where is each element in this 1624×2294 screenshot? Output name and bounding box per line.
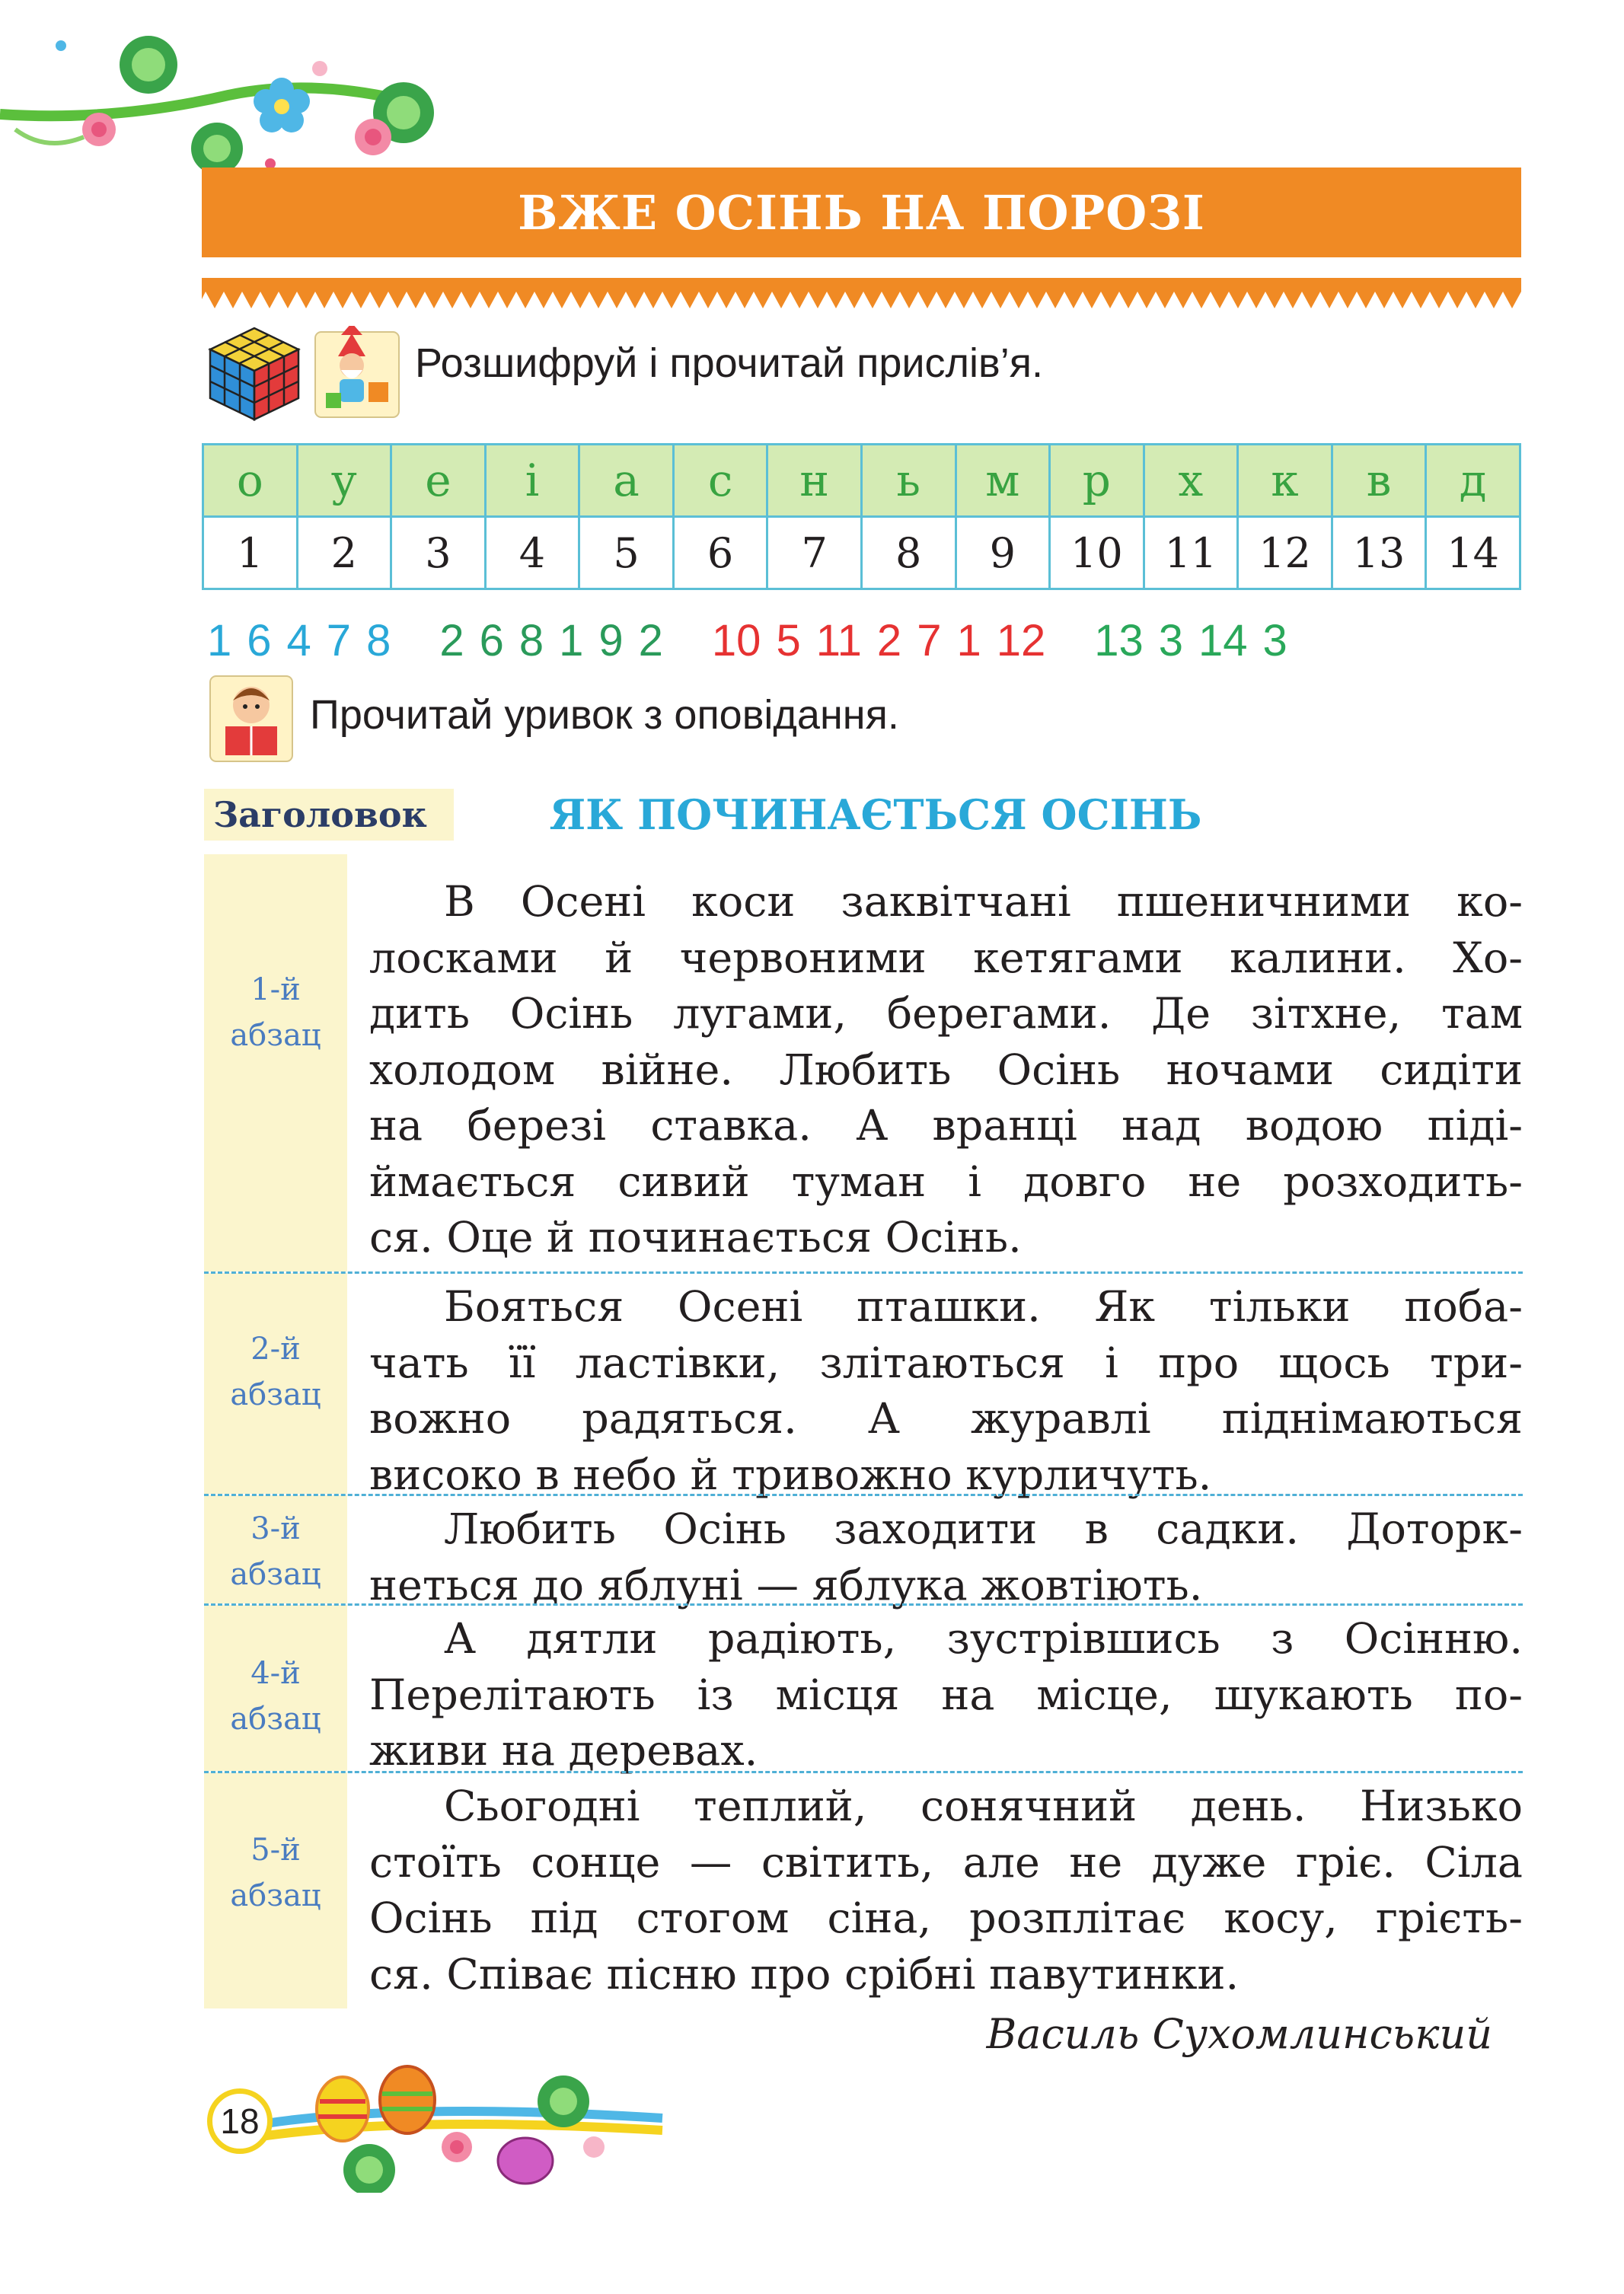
code-number: 2 — [638, 616, 663, 665]
code-number: 1 — [956, 616, 981, 665]
cipher-letter: ь — [861, 445, 956, 517]
text-line: Бояться Осені пташки. Як тільки поба- — [444, 1282, 1523, 1332]
cipher-number: 3 — [391, 517, 486, 589]
code-number: 5 — [776, 616, 801, 665]
code-number: 3 — [1262, 616, 1287, 665]
cipher-letters-row — [203, 445, 1520, 517]
cipher-number: 1 — [203, 517, 298, 589]
code-number: 13 — [1094, 616, 1144, 665]
text-line: чать її ластівки, злітаються і про щось три- — [369, 1338, 1523, 1388]
paragraph-4 — [369, 1611, 1523, 1779]
paragraph-1-side-cell — [204, 854, 347, 1271]
heading-label: Заголовок — [204, 789, 454, 841]
code-number: 10 — [711, 616, 761, 665]
cipher-letter: к — [1238, 445, 1332, 517]
text-line: неться до яблуні — яблука жовтіють. — [369, 1560, 1203, 1610]
cipher-letter: р — [1050, 445, 1144, 517]
cipher-letter: с — [673, 445, 767, 517]
text-line: високо в небо й тривожно курличуть. — [369, 1450, 1212, 1500]
paragraph-3-label — [204, 1506, 347, 1597]
cipher-number: 4 — [485, 517, 579, 589]
text-line: холодом війне. Любить Осінь ночами сидіти — [369, 1045, 1523, 1095]
page-number: 18 — [207, 2088, 273, 2154]
code-word-4 — [1094, 615, 1287, 668]
code-number: 7 — [917, 616, 942, 665]
text-line: Перелітають із місця на місце, шукають по- — [369, 1670, 1523, 1720]
cipher-number: 2 — [297, 517, 391, 589]
paragraph-word: абзац — [230, 1702, 321, 1737]
cipher-table — [202, 443, 1521, 590]
cipher-letter: х — [1144, 445, 1238, 517]
text-line: живи на деревах. — [369, 1726, 758, 1776]
text-line: стоїть сонце — світить, але не дуже гріє. Сіла — [369, 1837, 1523, 1887]
text-line: ся. Співає пісню про срібні павутинки. — [369, 1949, 1240, 1999]
cipher-number: 7 — [767, 517, 862, 589]
cipher-letter: е — [391, 445, 486, 517]
code-number: 2 — [876, 616, 902, 665]
paragraph-4-label — [204, 1651, 347, 1742]
page-title-banner — [202, 168, 1521, 257]
paragraph-2 — [369, 1279, 1523, 1503]
cipher-number: 14 — [1426, 517, 1520, 589]
paragraph-number: 5-й — [250, 1833, 301, 1868]
text-line: ся. Оце й починається Осінь. — [369, 1213, 1022, 1262]
paragraph-5 — [369, 1779, 1523, 2002]
code-number: 14 — [1198, 616, 1248, 665]
code-number: 4 — [286, 616, 311, 665]
code-number: 1 — [207, 616, 232, 665]
paragraph-divider — [204, 1271, 1523, 1274]
paragraph-word: абзац — [230, 1018, 321, 1053]
code-number: 6 — [247, 616, 272, 665]
cipher-number: 11 — [1144, 517, 1238, 589]
code-number: 12 — [996, 616, 1046, 665]
cipher-letter: д — [1426, 445, 1520, 517]
cipher-number: 8 — [861, 517, 956, 589]
cipher-letter: а — [579, 445, 674, 517]
story-title: ЯК ПОЧИНАЄТЬСЯ ОСІНЬ — [549, 790, 1202, 839]
cipher-letter: н — [767, 445, 862, 517]
text-line: А дятли радіють, зустрівшись з Осінню. — [444, 1614, 1523, 1664]
code-word-1 — [207, 615, 391, 668]
cipher-letter: і — [485, 445, 579, 517]
paragraph-number: 2-й — [250, 1332, 301, 1367]
paragraph-3 — [369, 1501, 1523, 1613]
cipher-number: 6 — [673, 517, 767, 589]
task-2-instruction: Прочитай уривок з оповідання. — [310, 692, 899, 738]
flower-decoration-top — [0, 23, 457, 175]
paragraph-2-label — [204, 1326, 347, 1418]
paragraph-number: 4-й — [250, 1656, 301, 1691]
text-line: вожно радяться. А журавлі піднімаються — [369, 1394, 1523, 1444]
easter-eggs-decoration-bottom — [206, 2056, 678, 2193]
cipher-letter: м — [956, 445, 1050, 517]
author-signature: Василь Сухомлинський — [986, 2010, 1492, 2058]
paragraph-divider — [204, 1603, 1523, 1606]
code-number: 9 — [598, 616, 624, 665]
task-1-instruction: Розшифруй і прочитай прислів’я. — [415, 340, 1043, 386]
paragraph-word: абзац — [230, 1557, 321, 1592]
text-line: на березі ставка. А вранці над водою піді- — [369, 1101, 1523, 1150]
zigzag-divider — [202, 278, 1521, 316]
text-line: дить Осінь лугами, берегами. Де зітхне, там — [369, 989, 1523, 1039]
code-number: 8 — [518, 616, 544, 665]
code-word-3 — [712, 615, 1045, 668]
code-number: 7 — [326, 616, 352, 665]
paragraph-word: абзац — [230, 1878, 321, 1913]
text-line: В Осені коси заквітчані пшеничними ко- — [444, 877, 1523, 927]
text-line: лосками й червоними кетягами калини. Хо- — [369, 933, 1523, 983]
code-number: 8 — [366, 616, 391, 665]
text-line: Сьогодні теплий, сонячний день. Низько — [444, 1782, 1523, 1831]
cipher-number: 9 — [956, 517, 1050, 589]
code-number: 6 — [479, 616, 504, 665]
cipher-letter: о — [203, 445, 298, 517]
code-number: 11 — [815, 616, 862, 665]
paragraph-divider — [204, 1771, 1523, 1773]
cipher-letter: у — [297, 445, 391, 517]
cipher-number: 10 — [1050, 517, 1144, 589]
coded-proverb — [207, 615, 1547, 668]
gnome-toy-icon — [312, 326, 402, 420]
cipher-number: 5 — [579, 517, 674, 589]
cipher-number: 12 — [1238, 517, 1332, 589]
reading-child-icon — [207, 672, 295, 764]
paragraph-number: 3-й — [250, 1511, 301, 1546]
code-word-2 — [439, 615, 663, 668]
rubiks-cube-icon — [204, 324, 305, 424]
paragraph-divider — [204, 1494, 1523, 1496]
paragraph-word: абзац — [230, 1377, 321, 1412]
paragraph-number: 1-й — [250, 972, 301, 1007]
code-number: 2 — [439, 616, 464, 665]
cipher-number: 13 — [1332, 517, 1426, 589]
code-number: 1 — [559, 616, 584, 665]
paragraph-1-label — [204, 967, 347, 1058]
cipher-numbers-row — [203, 517, 1520, 589]
text-line: ймається сивий туман і довго не розходить- — [369, 1157, 1523, 1207]
paragraph-1 — [369, 874, 1523, 1266]
page-title: ВЖЕ ОСІНЬ НА ПОРОЗІ — [518, 184, 1205, 241]
text-line: Осінь під стогом сіна, розплітає косу, грієть- — [369, 1894, 1523, 1943]
paragraph-5-label — [204, 1827, 347, 1919]
text-line: Любить Осінь заходити в садки. Доторк- — [444, 1504, 1523, 1554]
code-number: 3 — [1158, 616, 1184, 665]
cipher-letter: в — [1332, 445, 1426, 517]
